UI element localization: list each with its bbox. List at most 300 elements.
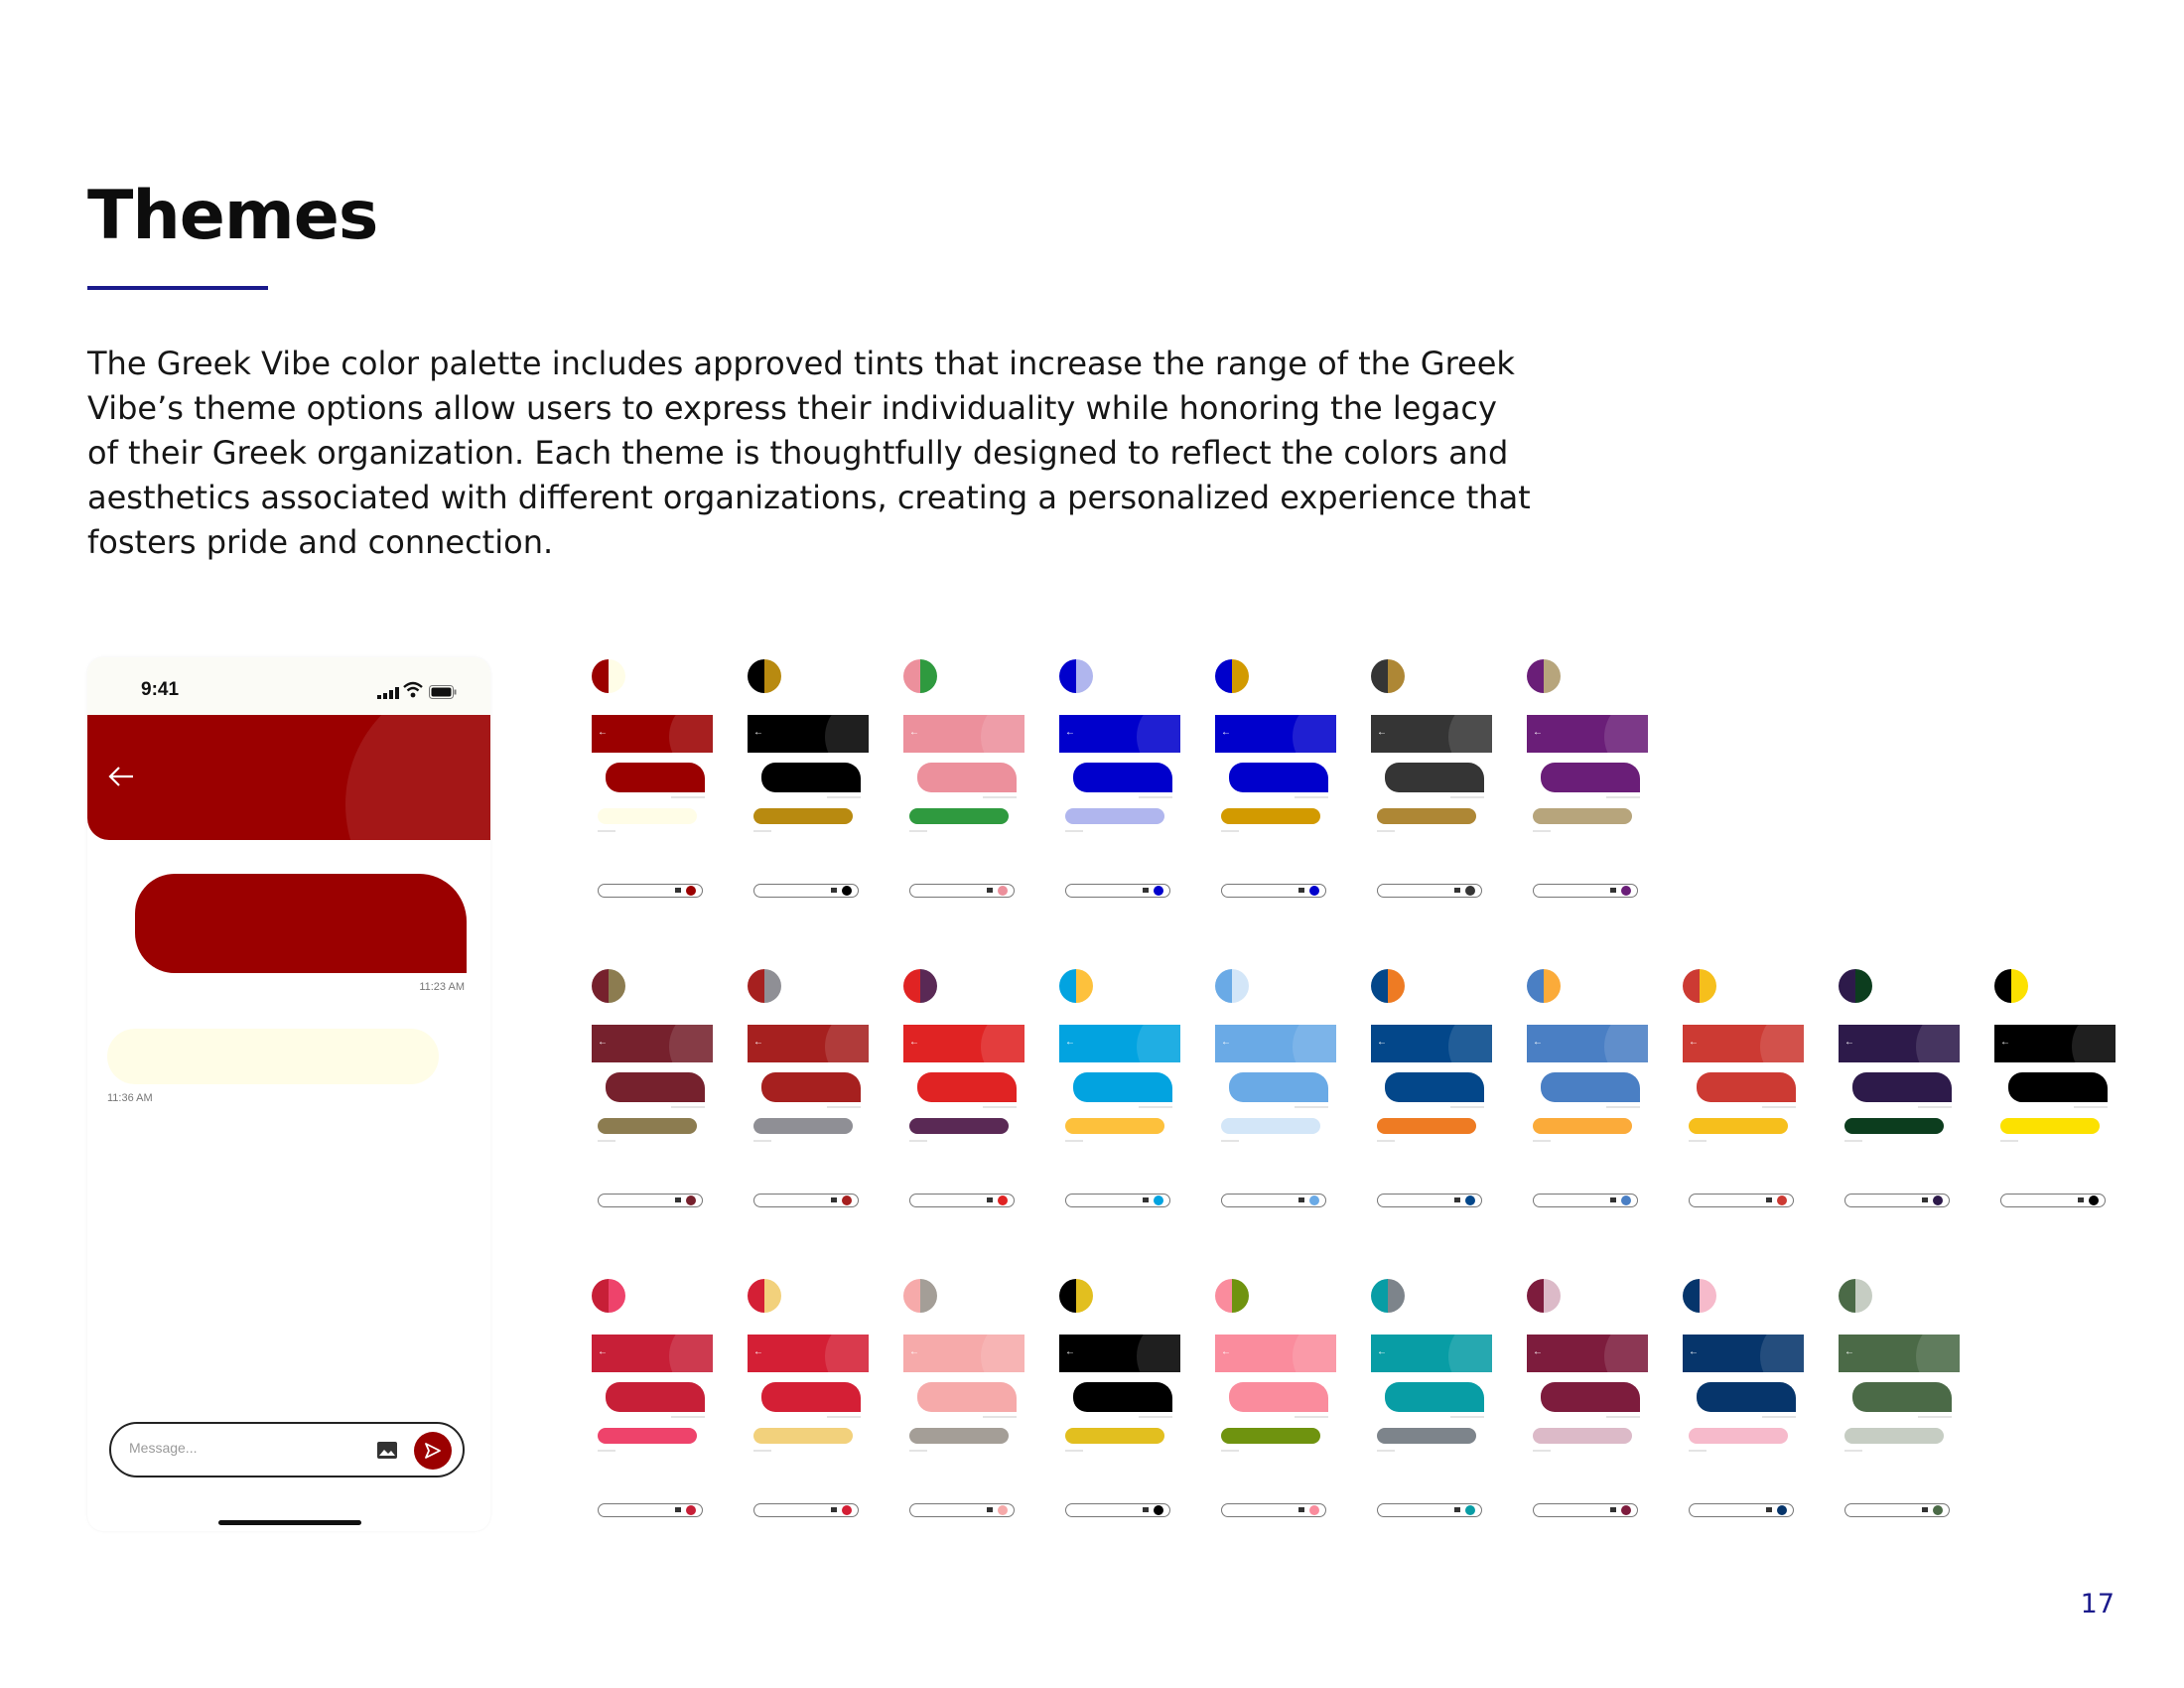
theme-swatch[interactable] <box>1683 1279 1716 1313</box>
signal-icon <box>377 687 401 699</box>
swatch-primary <box>592 1279 609 1313</box>
theme-swatch[interactable] <box>1527 969 1561 1003</box>
phone-mockup <box>87 657 490 1531</box>
theme-swatch[interactable] <box>1839 1279 1872 1313</box>
preview-message-bar <box>598 1194 703 1207</box>
preview-message-bar <box>753 884 859 898</box>
preview-header-decoration <box>981 715 1024 753</box>
sent-timestamp: 11:23 AM <box>419 981 465 993</box>
swatch-secondary <box>609 1279 625 1313</box>
preview-send-button <box>1309 886 1319 896</box>
swatch-secondary <box>1544 659 1561 693</box>
swatch-secondary <box>1855 969 1872 1003</box>
preview-sent-time <box>671 1106 705 1108</box>
theme-swatch[interactable] <box>1994 969 2028 1003</box>
theme-swatch[interactable] <box>1215 659 1249 693</box>
preview-header-decoration <box>1760 1335 1804 1372</box>
preview-sent-time <box>827 796 861 798</box>
preview-back-arrow-icon: ← <box>2000 1037 2010 1048</box>
preview-send-button <box>686 1505 696 1515</box>
preview-send-button <box>1621 1505 1631 1515</box>
swatch-primary <box>1527 1279 1544 1313</box>
preview-back-arrow-icon: ← <box>1844 1037 1854 1048</box>
preview-sent-bubble <box>761 763 861 792</box>
preview-sent-bubble <box>1541 763 1640 792</box>
preview-image-icon <box>831 1507 837 1512</box>
preview-message-bar <box>1689 1194 1794 1207</box>
preview-image-icon <box>675 1197 681 1202</box>
swatch-primary <box>1527 969 1544 1003</box>
preview-sent-bubble <box>917 763 1017 792</box>
theme-swatch[interactable] <box>903 1279 937 1313</box>
preview-image-icon <box>1610 1507 1616 1512</box>
preview-back-arrow-icon: ← <box>909 727 919 738</box>
wifi-icon <box>403 681 423 699</box>
theme-swatch[interactable] <box>1527 659 1561 693</box>
preview-sent-time <box>1762 1416 1796 1418</box>
preview-sent-time <box>1139 1416 1172 1418</box>
preview-header-decoration <box>825 1335 869 1372</box>
preview-sent-bubble <box>606 763 705 792</box>
header-decoration <box>345 715 490 840</box>
preview-image-icon <box>1298 1507 1304 1512</box>
preview-received-bubble <box>598 1428 697 1444</box>
preview-header <box>592 1025 713 1062</box>
preview-sent-bubble <box>1229 1072 1328 1102</box>
preview-send-button <box>2089 1196 2099 1205</box>
preview-sent-time <box>1918 1106 1952 1108</box>
preview-header <box>1371 1335 1492 1372</box>
preview-back-arrow-icon: ← <box>753 1037 763 1048</box>
preview-received-bubble <box>753 808 853 824</box>
theme-swatch[interactable] <box>1059 659 1093 693</box>
preview-send-button <box>1309 1196 1319 1205</box>
preview-sent-bubble <box>1229 1382 1328 1412</box>
intro-paragraph: The Greek Vibe color palette includes approved tints that increase the range of the Greek Vibe’s theme options allow users to express their individuality while honoring the legacy of their Greek organization. Each theme is thoughtfully designed to reflect the colors and aesthetics associated with different organizations, creating a personalized experience that fosters pride and connection. <box>87 345 1531 561</box>
swatch-primary <box>748 659 764 693</box>
swatch-primary <box>1839 1279 1855 1313</box>
theme-option[interactable] <box>592 659 713 870</box>
preview-sent-time <box>1139 1106 1172 1108</box>
preview-header-decoration <box>2072 1025 2116 1062</box>
theme-swatch[interactable] <box>592 969 625 1003</box>
theme-swatch[interactable] <box>1215 969 1249 1003</box>
theme-option[interactable] <box>1215 659 1336 870</box>
preview-back-arrow-icon: ← <box>1689 1346 1699 1357</box>
preview-received-time <box>1377 830 1395 832</box>
preview-send-button <box>1154 1505 1163 1515</box>
preview-sent-bubble <box>1385 1072 1484 1102</box>
preview-send-button <box>1465 886 1475 896</box>
theme-option[interactable] <box>1839 969 1960 1180</box>
swatch-secondary <box>1076 969 1093 1003</box>
preview-image-icon <box>1454 1197 1460 1202</box>
preview-header <box>748 715 869 753</box>
theme-option[interactable] <box>1059 1279 1180 1489</box>
back-arrow-icon[interactable] <box>107 765 135 788</box>
preview-received-time <box>753 1140 771 1142</box>
preview-sent-bubble <box>1541 1072 1640 1102</box>
preview-back-arrow-icon: ← <box>753 1346 763 1357</box>
swatch-primary <box>1059 1279 1076 1313</box>
preview-received-bubble <box>1689 1118 1788 1134</box>
theme-swatch[interactable] <box>748 1279 781 1313</box>
preview-back-arrow-icon: ← <box>1533 727 1543 738</box>
preview-sent-bubble <box>1697 1382 1796 1412</box>
theme-option[interactable] <box>748 659 869 870</box>
preview-message-bar <box>1844 1194 1950 1207</box>
preview-header <box>1839 1025 1960 1062</box>
preview-message-bar <box>1065 884 1170 898</box>
preview-back-arrow-icon: ← <box>1065 1346 1075 1357</box>
theme-swatch[interactable] <box>748 659 781 693</box>
preview-sent-time <box>1606 1416 1640 1418</box>
preview-header <box>1059 1025 1180 1062</box>
status-time: 9:41 <box>141 679 180 700</box>
preview-header <box>1683 1335 1804 1372</box>
preview-image-icon <box>1143 1197 1149 1202</box>
swatch-primary <box>592 659 609 693</box>
preview-received-time <box>1533 1140 1551 1142</box>
preview-received-time <box>909 1450 927 1452</box>
swatch-secondary <box>1544 1279 1561 1313</box>
swatch-secondary <box>1232 969 1249 1003</box>
preview-sent-bubble <box>1073 763 1172 792</box>
preview-sent-bubble <box>1385 763 1484 792</box>
preview-received-time <box>1221 1450 1239 1452</box>
preview-header <box>1683 1025 1804 1062</box>
preview-header-decoration <box>1293 715 1336 753</box>
preview-header <box>1059 715 1180 753</box>
preview-received-time <box>1689 1140 1706 1142</box>
swatch-primary <box>1215 659 1232 693</box>
preview-header <box>1527 1025 1648 1062</box>
preview-sent-bubble <box>1541 1382 1640 1412</box>
preview-image-icon <box>1610 1197 1616 1202</box>
preview-received-bubble <box>1065 1428 1164 1444</box>
preview-message-bar <box>753 1194 859 1207</box>
preview-send-button <box>1154 886 1163 896</box>
preview-image-icon <box>1922 1197 1928 1202</box>
theme-option[interactable] <box>1683 1279 1804 1489</box>
preview-message-bar <box>1377 1194 1482 1207</box>
preview-message-bar <box>753 1503 859 1517</box>
theme-option[interactable] <box>1683 969 1804 1180</box>
preview-received-time <box>1533 1450 1551 1452</box>
theme-option[interactable] <box>1059 969 1180 1180</box>
preview-send-button <box>1933 1505 1943 1515</box>
preview-message-bar <box>1065 1194 1170 1207</box>
message-input[interactable] <box>109 1422 465 1477</box>
preview-header <box>748 1025 869 1062</box>
swatch-primary <box>1683 969 1700 1003</box>
preview-received-bubble <box>1844 1118 1944 1134</box>
preview-sent-time <box>983 796 1017 798</box>
page-number: 17 <box>2080 1589 2115 1619</box>
preview-sent-time <box>983 1106 1017 1108</box>
swatch-primary <box>1371 1279 1388 1313</box>
preview-image-icon <box>1766 1197 1772 1202</box>
preview-image-icon <box>1454 888 1460 893</box>
preview-image-icon <box>675 888 681 893</box>
swatch-secondary <box>920 969 937 1003</box>
preview-header-decoration <box>1604 1335 1648 1372</box>
theme-option[interactable] <box>1371 659 1492 870</box>
theme-swatch[interactable] <box>1527 1279 1561 1313</box>
swatch-secondary <box>1076 1279 1093 1313</box>
preview-back-arrow-icon: ← <box>1065 727 1075 738</box>
theme-option[interactable] <box>1527 969 1648 1180</box>
preview-header-decoration <box>825 715 869 753</box>
preview-send-button <box>1621 886 1631 896</box>
preview-sent-bubble <box>2008 1072 2108 1102</box>
home-indicator <box>218 1520 361 1525</box>
theme-swatch[interactable] <box>1215 1279 1249 1313</box>
preview-header <box>1527 715 1648 753</box>
preview-sent-time <box>1918 1416 1952 1418</box>
swatch-secondary <box>1544 969 1561 1003</box>
preview-received-time <box>2000 1140 2018 1142</box>
preview-header <box>1994 1025 2116 1062</box>
preview-image-icon <box>675 1507 681 1512</box>
swatch-secondary <box>1388 659 1405 693</box>
theme-option[interactable] <box>748 969 869 1180</box>
preview-received-time <box>598 1450 615 1452</box>
preview-image-icon <box>987 1197 993 1202</box>
preview-sent-time <box>671 1416 705 1418</box>
preview-sent-time <box>1139 796 1172 798</box>
preview-send-button <box>1777 1505 1787 1515</box>
send-button[interactable] <box>414 1432 452 1470</box>
preview-message-bar <box>1689 1503 1794 1517</box>
preview-sent-bubble <box>606 1072 705 1102</box>
preview-back-arrow-icon: ← <box>1221 1346 1231 1357</box>
preview-header <box>1371 1025 1492 1062</box>
swatch-primary <box>903 969 920 1003</box>
preview-message-bar <box>598 884 703 898</box>
preview-received-time <box>598 1140 615 1142</box>
preview-send-button <box>1465 1196 1475 1205</box>
preview-back-arrow-icon: ← <box>909 1346 919 1357</box>
preview-header <box>903 1025 1024 1062</box>
preview-received-bubble <box>1221 1118 1320 1134</box>
theme-swatch[interactable] <box>748 969 781 1003</box>
preview-sent-bubble <box>1852 1382 1952 1412</box>
preview-received-bubble <box>1533 808 1632 824</box>
theme-option[interactable] <box>1527 659 1648 870</box>
theme-option[interactable] <box>748 1279 869 1489</box>
theme-swatch[interactable] <box>592 1279 625 1313</box>
preview-message-bar <box>1533 884 1638 898</box>
preview-sent-time <box>1295 796 1328 798</box>
preview-sent-time <box>1450 1416 1484 1418</box>
preview-back-arrow-icon: ← <box>598 727 608 738</box>
swatch-secondary <box>920 1279 937 1313</box>
preview-back-arrow-icon: ← <box>1377 727 1387 738</box>
preview-back-arrow-icon: ← <box>1377 1037 1387 1048</box>
theme-option[interactable] <box>903 659 1024 870</box>
theme-swatch[interactable] <box>1059 1279 1093 1313</box>
preview-received-time <box>1065 1450 1083 1452</box>
swatch-secondary <box>764 659 781 693</box>
preview-header-decoration <box>1137 1025 1180 1062</box>
preview-header <box>1527 1335 1648 1372</box>
swatch-primary <box>748 969 764 1003</box>
swatch-primary <box>592 969 609 1003</box>
preview-received-bubble <box>598 1118 697 1134</box>
swatch-secondary <box>1388 1279 1405 1313</box>
received-timestamp: 11:36 AM <box>107 1092 153 1104</box>
preview-sent-bubble <box>1229 763 1328 792</box>
theme-option[interactable] <box>1371 969 1492 1180</box>
theme-swatch[interactable] <box>903 969 937 1003</box>
preview-received-bubble <box>1377 1118 1476 1134</box>
preview-header-decoration <box>1137 715 1180 753</box>
preview-send-button <box>1933 1196 1943 1205</box>
swatch-secondary <box>609 969 625 1003</box>
received-message-bubble <box>107 1029 439 1084</box>
swatch-secondary <box>1076 659 1093 693</box>
preview-back-arrow-icon: ← <box>598 1037 608 1048</box>
preview-image-icon <box>987 888 993 893</box>
preview-received-bubble <box>753 1428 853 1444</box>
preview-send-button <box>1309 1505 1319 1515</box>
preview-received-bubble <box>909 1118 1009 1134</box>
swatch-secondary <box>609 659 625 693</box>
preview-received-time <box>753 830 771 832</box>
theme-option[interactable] <box>592 1279 713 1489</box>
preview-sent-time <box>983 1416 1017 1418</box>
theme-option[interactable] <box>1527 1279 1648 1489</box>
swatch-secondary <box>1232 1279 1249 1313</box>
preview-back-arrow-icon: ← <box>909 1037 919 1048</box>
preview-message-bar <box>1221 884 1326 898</box>
preview-message-bar <box>1533 1503 1638 1517</box>
theme-swatch[interactable] <box>1059 969 1093 1003</box>
preview-sent-bubble <box>1385 1382 1484 1412</box>
theme-swatch[interactable] <box>592 659 625 693</box>
preview-header <box>1839 1335 1960 1372</box>
preview-received-bubble <box>1377 1428 1476 1444</box>
preview-received-bubble <box>1221 1428 1320 1444</box>
preview-received-bubble <box>1377 808 1476 824</box>
preview-send-button <box>686 886 696 896</box>
preview-header-decoration <box>669 715 713 753</box>
theme-option[interactable] <box>1215 969 1336 1180</box>
theme-option[interactable] <box>1371 1279 1492 1489</box>
image-icon[interactable] <box>377 1442 397 1459</box>
theme-swatch[interactable] <box>1683 969 1716 1003</box>
theme-option[interactable] <box>1839 1279 1960 1489</box>
preview-received-bubble <box>1221 808 1320 824</box>
preview-send-button <box>1154 1196 1163 1205</box>
preview-message-bar <box>909 1503 1015 1517</box>
preview-received-bubble <box>909 808 1009 824</box>
preview-back-arrow-icon: ← <box>1689 1037 1699 1048</box>
preview-received-bubble <box>909 1428 1009 1444</box>
preview-send-button <box>998 1505 1008 1515</box>
preview-back-arrow-icon: ← <box>1065 1037 1075 1048</box>
preview-received-time <box>753 1450 771 1452</box>
swatch-secondary <box>1388 969 1405 1003</box>
swatch-secondary <box>764 1279 781 1313</box>
preview-received-bubble <box>1533 1118 1632 1134</box>
preview-header-decoration <box>1916 1335 1960 1372</box>
chat-header <box>87 715 490 840</box>
theme-option[interactable] <box>903 1279 1024 1489</box>
preview-sent-time <box>1295 1416 1328 1418</box>
preview-send-button <box>998 886 1008 896</box>
preview-image-icon <box>987 1507 993 1512</box>
status-bar <box>87 657 490 715</box>
preview-image-icon <box>1610 888 1616 893</box>
preview-header-decoration <box>1760 1025 1804 1062</box>
preview-received-time <box>1065 830 1083 832</box>
preview-message-bar <box>1377 884 1482 898</box>
preview-received-time <box>1221 830 1239 832</box>
preview-send-button <box>842 1196 852 1205</box>
preview-received-bubble <box>753 1118 853 1134</box>
send-icon <box>424 1442 442 1460</box>
theme-option[interactable] <box>592 969 713 1180</box>
preview-message-bar <box>1377 1503 1482 1517</box>
preview-received-time <box>1533 830 1551 832</box>
swatch-secondary <box>764 969 781 1003</box>
theme-option[interactable] <box>1215 1279 1336 1489</box>
preview-sent-time <box>2074 1106 2108 1108</box>
preview-sent-bubble <box>917 1072 1017 1102</box>
preview-header-decoration <box>981 1335 1024 1372</box>
preview-image-icon <box>1298 888 1304 893</box>
preview-send-button <box>1621 1196 1631 1205</box>
theme-swatch[interactable] <box>903 659 937 693</box>
swatch-secondary <box>2011 969 2028 1003</box>
message-placeholder: Message... <box>129 1440 198 1456</box>
preview-send-button <box>998 1196 1008 1205</box>
preview-message-bar <box>1221 1503 1326 1517</box>
preview-sent-bubble <box>1073 1072 1172 1102</box>
preview-received-bubble <box>1689 1428 1788 1444</box>
preview-image-icon <box>2078 1197 2084 1202</box>
preview-header <box>903 715 1024 753</box>
preview-sent-bubble <box>1073 1382 1172 1412</box>
theme-swatch[interactable] <box>1371 1279 1405 1313</box>
preview-sent-time <box>827 1106 861 1108</box>
preview-send-button <box>686 1196 696 1205</box>
preview-image-icon <box>1922 1507 1928 1512</box>
theme-swatch[interactable] <box>1839 969 1872 1003</box>
preview-header-decoration <box>669 1335 713 1372</box>
swatch-primary <box>1215 969 1232 1003</box>
preview-image-icon <box>831 1197 837 1202</box>
preview-image-icon <box>1143 888 1149 893</box>
preview-received-time <box>1689 1450 1706 1452</box>
preview-sent-bubble <box>761 1382 861 1412</box>
preview-received-time <box>1844 1140 1862 1142</box>
theme-option[interactable] <box>1059 659 1180 870</box>
theme-swatch[interactable] <box>1371 659 1405 693</box>
preview-header-decoration <box>1293 1335 1336 1372</box>
preview-image-icon <box>1143 1507 1149 1512</box>
theme-swatch[interactable] <box>1371 969 1405 1003</box>
theme-option[interactable] <box>1994 969 2116 1180</box>
preview-received-time <box>909 830 927 832</box>
theme-option[interactable] <box>903 969 1024 1180</box>
swatch-primary <box>1527 659 1544 693</box>
preview-message-bar <box>909 1194 1015 1207</box>
preview-image-icon <box>1454 1507 1460 1512</box>
preview-send-button <box>842 1505 852 1515</box>
